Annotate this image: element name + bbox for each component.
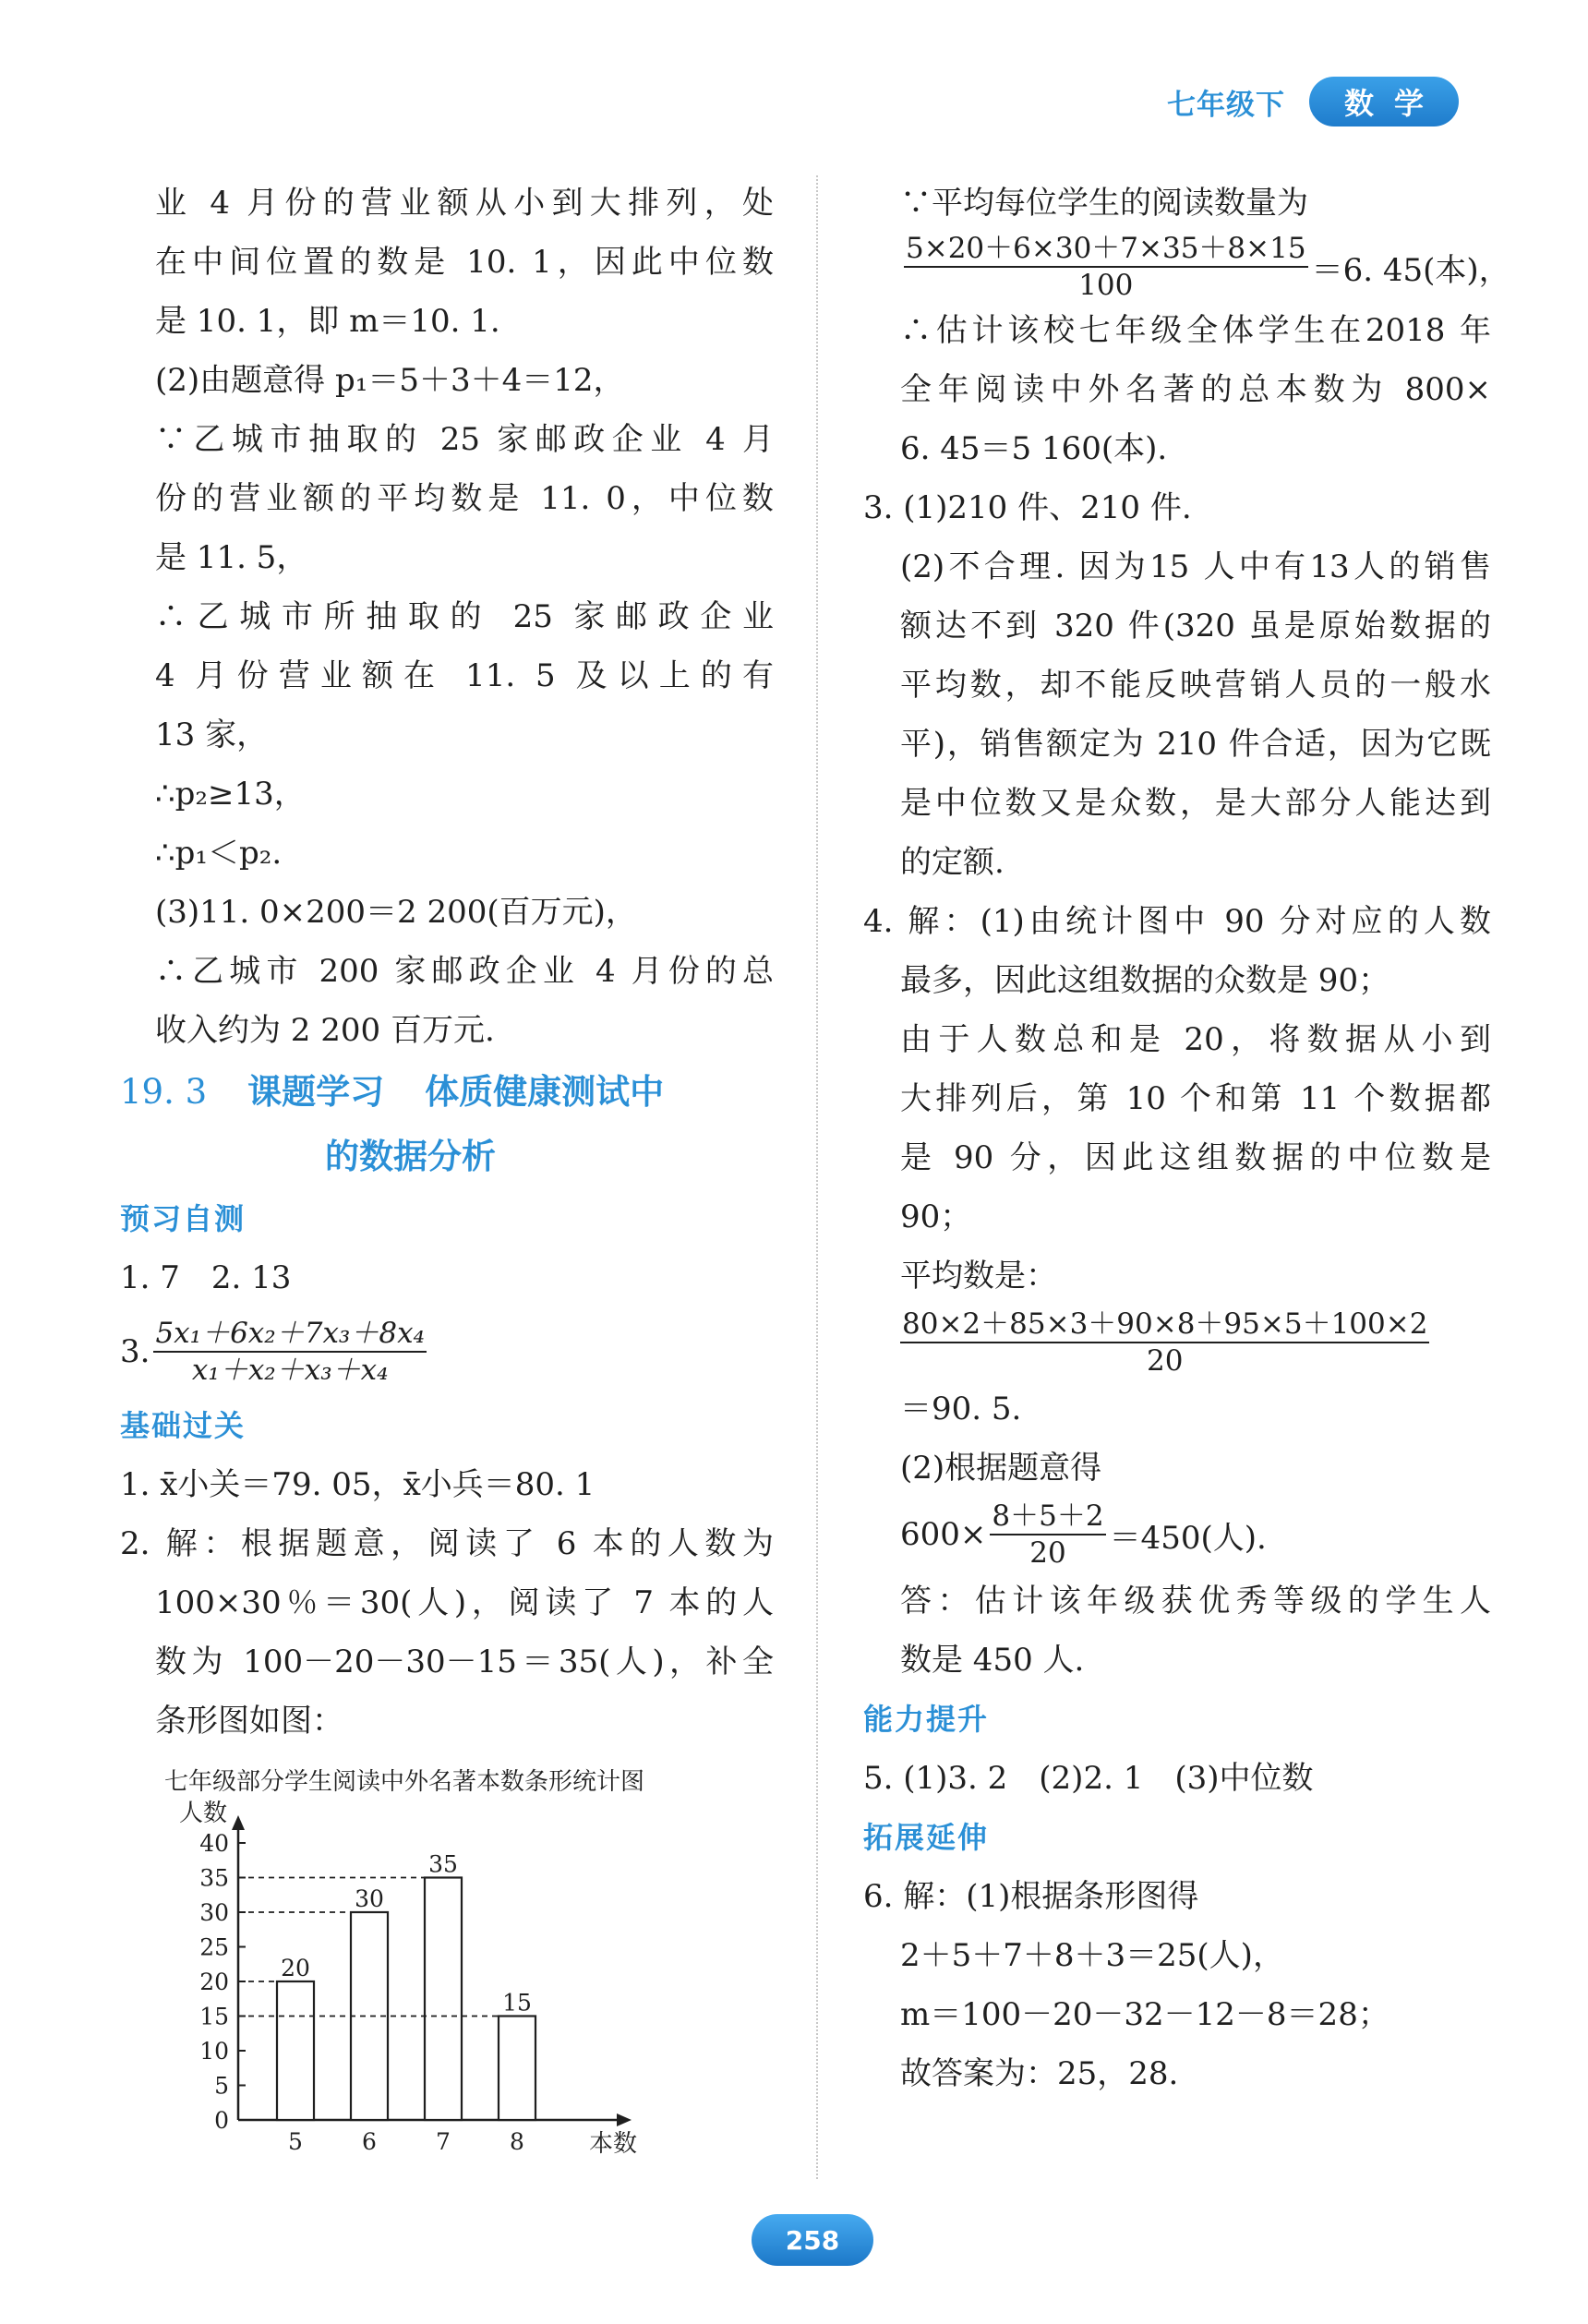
bar [277, 1981, 314, 2120]
text-line: 6. 45＝5 160(本). [900, 430, 1168, 467]
q3-numerator: 5x₁＋6x₂＋7x₃＋8x₄ [153, 1316, 427, 1353]
text-line: m＝100－20－32－12－8＝28； [900, 1996, 1390, 2033]
y-tick-label: 10 [199, 2038, 229, 2065]
q4-fraction-2 [990, 1499, 1105, 1571]
left-column [120, 174, 774, 2155]
q4-frac2-prefix: 600× [900, 1516, 987, 1553]
x-tick-label: 8 [510, 2128, 524, 2155]
grade-label: 七年级下 [1167, 88, 1285, 122]
q2-result: ＝6. 45(本)， [1311, 251, 1510, 289]
text-line: 大排列后，第 10 个和第 11 个数据都 [900, 1080, 1491, 1117]
section-title-a: 课题学习 [247, 1072, 385, 1112]
text-line: 1. x̄小关＝79. 05，x̄小兵＝80. 1 [120, 1466, 596, 1503]
q2-numerator: 5×20＋6×30＋7×35＋8×15 [904, 231, 1308, 268]
y-tick-label: 40 [199, 1830, 229, 1857]
text-line: 是 90 分，因此这组数据的中位数是 [900, 1139, 1491, 1176]
text-line: 平均数，却不能反映营销人员的一般水 [900, 667, 1491, 704]
text-line: 数为 100－20－30－15＝35(人)，补全 [155, 1644, 774, 1680]
text-line: 最多，因此这组数据的众数是 90； [900, 962, 1390, 999]
text-line: 1. 7 2. 13 [120, 1259, 292, 1296]
q4-fraction [900, 1306, 1429, 1379]
y-tick-label: 35 [199, 1864, 229, 1892]
data-label: 15 [502, 1989, 532, 2017]
y-axis-arrow [232, 1815, 245, 1830]
q3-fraction [153, 1316, 427, 1388]
text-line: 4. 解：(1)由统计图中 90 分对应的人数 [863, 903, 1491, 940]
text-line: 业 4 月份的营业额从小到大排列，处 [155, 185, 774, 222]
preview-heading: 预习自测 [120, 1201, 247, 1236]
text-line: ∴p₁＜p₂. [155, 835, 283, 872]
text-line: 由于人数总和是 20，将数据从小到 [900, 1021, 1491, 1058]
q4-frac2-result: ＝450(人). [1109, 1519, 1267, 1557]
y-tick-label: 25 [199, 1933, 229, 1961]
text-line: 100×30％＝30(人)，阅读了 7 本的人 [155, 1584, 774, 1621]
data-label: 30 [355, 1885, 384, 1912]
page-header [1167, 76, 1459, 127]
x-axis-label: 本数 [589, 2130, 638, 2155]
y-tick-label: 5 [214, 2072, 229, 2100]
text-line: ∴乙城市所抽取的 25 家邮政企业 [155, 598, 774, 635]
subject-badge: 数学 [1309, 77, 1459, 126]
text-line: 答：估计该年级获优秀等级的学生人 [900, 1583, 1491, 1620]
x-tick-label: 6 [362, 2128, 377, 2155]
x-tick-label: 5 [288, 2128, 303, 2155]
text-line: ∴估计该校七年级全体学生在2018 年 [900, 312, 1491, 349]
text-line: 5. (1)3. 2 (2)2. 1 (3)中位数 [863, 1760, 1314, 1797]
y-axis-label: 人数 [179, 1800, 228, 1827]
text-line: 4 月份营业额在 11. 5 及以上的有 [155, 657, 774, 694]
q4-frac2-denominator: 20 [1029, 1536, 1066, 1570]
y-tick-label: 15 [199, 2003, 229, 2030]
bar [425, 1878, 462, 2121]
q3-label: 3. [120, 1333, 150, 1370]
q4-formula-2 [863, 1498, 1491, 1571]
text-line: ∵平均每位学生的阅读数量为 [900, 185, 1308, 222]
q4-numerator: 80×2＋85×3＋90×8＋95×5＋100×2 [900, 1306, 1429, 1343]
q4-denominator: 20 [1147, 1344, 1184, 1378]
column-divider [816, 175, 818, 2179]
section-title-b: 体质健康测试中 [425, 1072, 665, 1112]
section-number: 19. 3 [120, 1072, 208, 1112]
text-line: 全年阅读中外名著的总本数为 800× [900, 371, 1491, 408]
section-title [120, 1060, 774, 1125]
section-title-line2: 的数据分析 [325, 1137, 496, 1176]
right-column [863, 174, 1510, 2103]
text-line: 3. (1)210 件、210 件. [863, 489, 1192, 526]
chart-title: 七年级部分学生阅读中外名著本数条形统计图 [164, 1768, 645, 1796]
y-tick-label: 20 [199, 1969, 229, 1995]
bar-chart-svg [120, 1767, 766, 2155]
bar [499, 2017, 535, 2121]
q4-formula [863, 1306, 1491, 1379]
text-line: 13 家， [155, 716, 269, 753]
text-line: 在中间位置的数是 10. 1，因此中位数 [155, 244, 774, 281]
x-axis-arrow [617, 2113, 632, 2126]
ability-heading: 能力提升 [863, 1702, 990, 1737]
text-line: 平均数是： [900, 1258, 1057, 1294]
text-line: 收入约为 2 200 百万元. [155, 1012, 495, 1049]
q2-formula [863, 232, 1510, 302]
text-line: ＝90. 5. [900, 1391, 1022, 1427]
text-line: (2)不合理. 因为15 人中有13人的销售 [900, 548, 1491, 585]
y-tick-label: 30 [199, 1899, 229, 1926]
text-line: (2)由题意得 p₁＝5＋3＋4＝12， [155, 362, 625, 399]
bar-chart [120, 1767, 766, 2155]
text-line: (3)11. 0×200＝2 200(百万元)， [155, 894, 637, 931]
data-label: 20 [281, 1955, 310, 1981]
y-tick-label: 0 [214, 2107, 229, 2134]
text-line: 平)，销售额定为 210 件合适，因为它既 [900, 726, 1491, 763]
data-label: 35 [428, 1850, 458, 1878]
extend-heading: 拓展延伸 [863, 1820, 990, 1855]
text-line: (2)根据题意得 [900, 1450, 1102, 1487]
x-tick-label: 7 [436, 2128, 451, 2155]
q3-denominator: x₁＋x₂＋x₃＋x₄ [191, 1354, 389, 1387]
text-line: 是中位数又是众数，是大部分人能达到 [900, 785, 1491, 822]
text-line: 额达不到 320 件(320 虽是原始数据的 [900, 608, 1491, 644]
q2-denominator: 100 [1078, 269, 1134, 302]
text-line: 数是 450 人. [900, 1642, 1085, 1679]
q3-formula [120, 1307, 774, 1396]
text-line: ∴p₂≥13， [155, 776, 306, 813]
text-line: 2＋5＋7＋8＋3＝25(人)， [900, 1937, 1284, 1974]
page-number: 258 [752, 2214, 873, 2266]
text-line: 是 11. 5， [155, 539, 308, 576]
text-line: 2. 解：根据题意，阅读了 6 本的人数为 [120, 1525, 774, 1562]
text-line: 6. 解：(1)根据条形图得 [863, 1878, 1199, 1915]
text-line: ∴乙城市 200 家邮政企业 4 月份的总 [155, 953, 774, 990]
q4-frac2-numerator: 8＋5＋2 [990, 1499, 1105, 1535]
text-line: 90； [900, 1198, 972, 1235]
text-line: ∵乙城市抽取的 25 家邮政企业 4 月 [155, 421, 774, 458]
basic-heading: 基础过关 [120, 1408, 247, 1443]
text-line: 的定额. [900, 844, 1005, 881]
q2-fraction [904, 231, 1308, 303]
text-line: 是 10. 1，即 m＝10. 1. [155, 303, 500, 340]
text-line: 条形图如图： [155, 1703, 343, 1740]
text-line: 份的营业额的平均数是 11. 0，中位数 [155, 480, 774, 517]
text-line: 故答案为：25，28. [900, 2055, 1179, 2092]
